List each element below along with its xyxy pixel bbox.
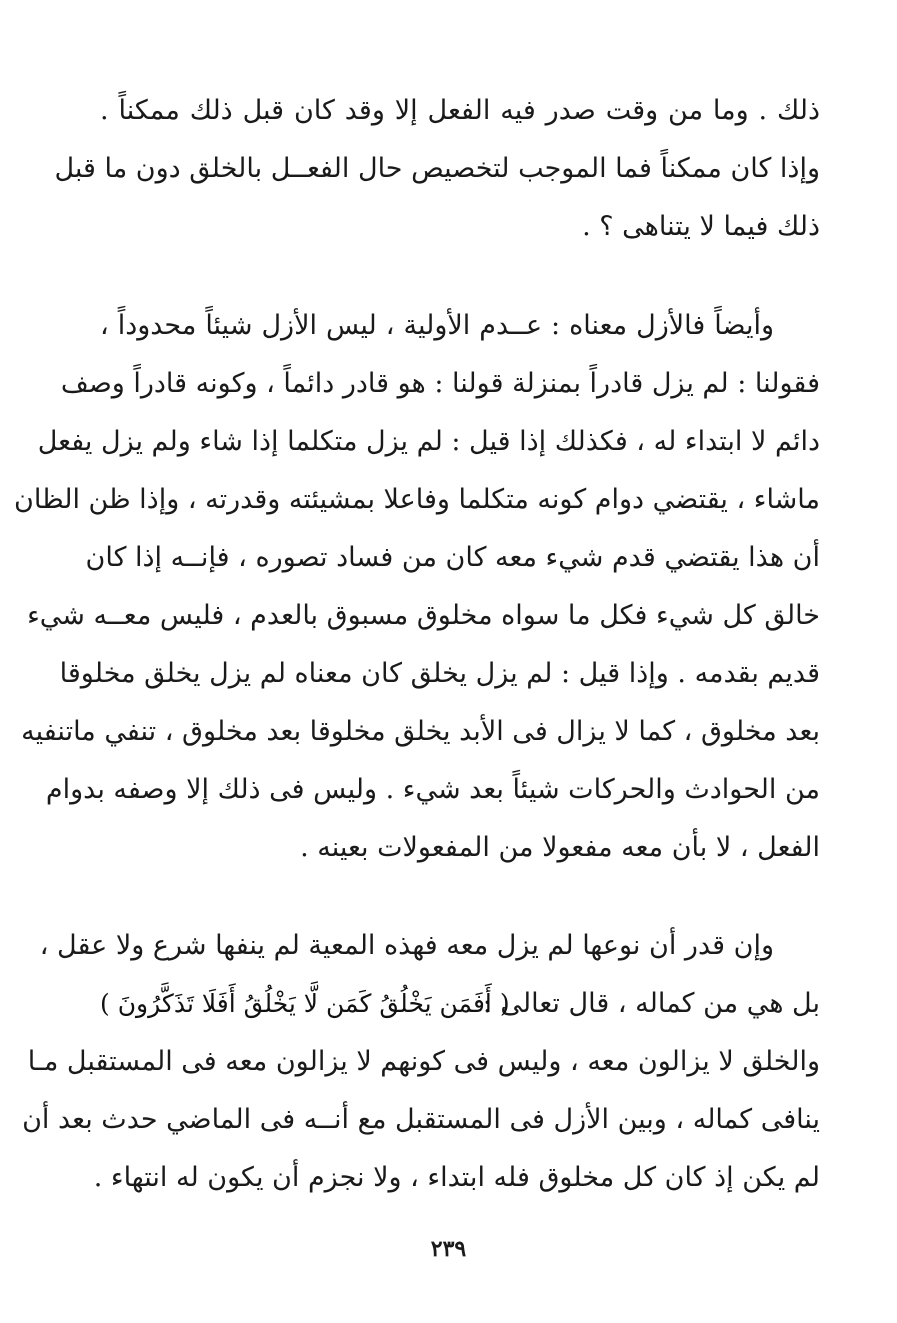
paragraph-2-line-3: دائم لا ابتداء له ، فكذلك إذا قيل : لم يزل متكلما إذا شاء ولم يزل يفعل [37, 426, 820, 457]
paragraph-2-line-7: قديم بقدمه . وإذا قيل : لم يزل يخلق كان معناه لم يزل يخلق مخلوقا [59, 658, 820, 689]
paragraph-2-line-6: خالق كل شيء فكل ما سواه مخلوق مسبوق بالعدم ، فليس معــه شيء [27, 600, 820, 631]
paragraph-1 [54, 82, 820, 256]
paragraph-3-line-1: وإن قدر أن نوعها لم يزل معه فهذه المعية لم ينفها شرع ولا عقل ، [39, 930, 774, 961]
paragraph-1-line-3: ذلك فيما لا يتناهى ؟ . [582, 211, 820, 242]
paragraph-1-line-1: ذلك . وما من وقت صدر فيه الفعل إلا وقد كان قبل ذلك ممكناً . [100, 95, 820, 126]
paragraph-2 [14, 297, 820, 877]
paragraph-3-line-5: لم يكن إذ كان كل مخلوق فله ابتداء ، ولا نجزم أن يكون له انتهاء . [93, 1162, 820, 1193]
verse-introduction: بل هي من كماله ، قال تعالى : [482, 988, 820, 1019]
paragraph-2-line-1: وأيضاً فالأزل معناه : عــدم الأولية ، ليس الأزل شيئاً محدوداً ، [100, 310, 774, 341]
quran-verse: ( أَفَمَن يَخْلُقُ كَمَن لَّا يَخْلُقُ أَفَلَا تَذَكَّرُونَ ) [100, 989, 510, 1018]
paragraph-3-line-4: ينافى كماله ، وبين الأزل فى المستقبل مع أنــه فى الماضي حدث بعد أن [22, 1104, 820, 1135]
paragraph-2-line-10: الفعل ، لا بأن معه مفعولا من المفعولات بعينه . [300, 832, 820, 863]
paragraph-3-line-3: والخلق لا يزالون معه ، وليس فى كونهم لا يزالون معه فى المستقبل مـا [27, 1046, 820, 1077]
paragraph-1-line-2: وإذا كان ممكناً فما الموجب لتخصيص حال الفعــل بالخلق دون ما قبل [54, 153, 820, 184]
page-number: ٢٣٩ [430, 1236, 467, 1262]
paragraph-2-line-2: فقولنا : لم يزل قادراً بمنزلة قولنا : هو قادر دائماً ، وكونه قادراً وصف [60, 368, 820, 399]
paragraph-2-line-8: بعد مخلوق ، كما لا يزال فى الأبد يخلق مخلوقا بعد مخلوق ، تنفي ماتنفيه [21, 716, 820, 747]
quran-verse-line [100, 975, 820, 1033]
paragraph-2-line-5: أن هذا يقتضي قدم شيء معه كان من فساد تصوره ، فإنــه إذا كان [85, 542, 820, 573]
paragraph-2-line-4: ماشاء ، يقتضي دوام كونه متكلما وفاعلا بمشيئته وقدرته ، وإذا ظن الظان [14, 484, 820, 515]
paragraph-2-line-9: من الحوادث والحركات شيئاً بعد شيء . وليس فى ذلك إلا وصفه بدوام [45, 774, 820, 805]
paragraph-3 [22, 917, 820, 1207]
